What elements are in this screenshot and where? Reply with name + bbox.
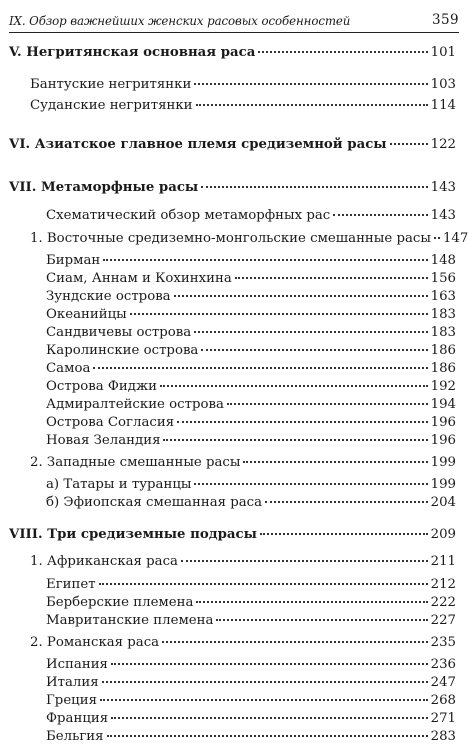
toc-entry-page: 212 xyxy=(430,577,456,592)
toc-entry-title: Самоа xyxy=(46,361,91,376)
toc-entry-title: Суданские негритянки xyxy=(30,98,193,113)
toc-entry-page: 143 xyxy=(430,208,456,223)
toc-entry xyxy=(46,710,456,728)
toc-entry-title: VII. Метаморфные расы xyxy=(9,180,199,195)
toc-entry-page: 186 xyxy=(430,361,456,376)
dot-leader xyxy=(243,461,427,463)
toc-entry-page: 235 xyxy=(430,635,456,650)
toc-entry-page: 196 xyxy=(430,433,456,448)
toc-entry-title: Новая Зеландия xyxy=(46,433,161,448)
dot-leader xyxy=(177,421,428,423)
dot-leader xyxy=(227,403,428,405)
toc-entry-page: 211 xyxy=(430,554,456,569)
toc-entry-title: 1. Африканская раса xyxy=(30,554,178,569)
toc-entry-title: б) Эфиопская смешанная раса xyxy=(46,495,263,510)
dot-leader xyxy=(390,143,428,145)
toc-entry-title: VIII. Три средиземные подрасы xyxy=(9,527,257,542)
toc-entry-page: 186 xyxy=(430,343,456,358)
toc-entry-page: 122 xyxy=(430,137,456,152)
dot-leader xyxy=(216,619,427,621)
toc-entry-title: Каролинские острова xyxy=(46,343,199,358)
toc-entry-page: 236 xyxy=(430,657,456,672)
toc-entry-page: 148 xyxy=(430,253,456,268)
toc-entry xyxy=(30,634,456,652)
toc-entry xyxy=(46,476,456,494)
dot-leader xyxy=(99,583,428,585)
toc-entry xyxy=(9,526,456,544)
toc-entry xyxy=(46,306,456,324)
dot-leader xyxy=(258,51,427,53)
toc-entry xyxy=(46,324,456,342)
toc-entry-title: Греция xyxy=(46,693,97,708)
toc-entry xyxy=(9,44,456,62)
toc-entry-title: 2. Романская раса xyxy=(30,635,160,650)
toc-entry-page: 204 xyxy=(430,495,456,510)
toc-entry-title: Сандвичевы острова xyxy=(46,325,192,340)
toc-entry-page: 199 xyxy=(430,455,456,470)
toc-entry xyxy=(46,288,456,306)
toc-entry-title: Схематический обзор метаморфных рас xyxy=(46,208,331,223)
dot-leader xyxy=(196,104,428,106)
toc-entry xyxy=(46,494,456,512)
toc-entry-page: 101 xyxy=(430,45,456,60)
toc-entry-title: а) Татары и туранцы xyxy=(46,477,192,492)
toc-entry-title: Франция xyxy=(46,711,109,726)
toc-entry-page: 143 xyxy=(430,180,456,195)
dot-leader xyxy=(260,533,428,535)
toc-entry-title: Океанийцы xyxy=(46,307,127,322)
toc-entry xyxy=(46,432,456,450)
dot-leader xyxy=(111,663,428,665)
dot-leader xyxy=(102,681,428,683)
toc-entry-page: 268 xyxy=(430,693,456,708)
dot-leader xyxy=(93,367,427,369)
dot-leader xyxy=(201,349,427,351)
toc-entry-title: Сиам, Аннам и Кохинхина xyxy=(46,271,232,286)
running-header-title: IX. Обзор важнейших женских расовых особенностей xyxy=(9,14,351,28)
running-header xyxy=(9,6,459,33)
toc-entry-title: Мавританские племена xyxy=(46,613,214,628)
toc-entry-page: 199 xyxy=(430,477,456,492)
toc-entry-page: 183 xyxy=(430,325,456,340)
dot-leader xyxy=(181,560,428,562)
toc-entry-page: 222 xyxy=(430,595,456,610)
toc-entry xyxy=(46,342,456,360)
toc-entry xyxy=(46,594,456,612)
toc-entry-page: 114 xyxy=(430,98,456,113)
toc-entry-title: Бирман xyxy=(46,253,101,268)
toc-entry-page: 194 xyxy=(430,397,456,412)
dot-leader xyxy=(163,439,427,441)
dot-leader xyxy=(103,259,427,261)
dot-leader xyxy=(265,501,428,503)
toc-entry-page: 247 xyxy=(430,675,456,690)
dot-leader xyxy=(100,699,428,701)
toc-entry-title: Берберские племена xyxy=(46,595,194,610)
dot-leader xyxy=(235,277,428,279)
toc-entry xyxy=(46,576,456,594)
toc-entry-page: 103 xyxy=(430,77,456,92)
toc-entry-page: 147 xyxy=(442,231,468,246)
toc-entry xyxy=(46,396,456,414)
page-number: 359 xyxy=(432,12,459,28)
dot-leader xyxy=(333,214,427,216)
dot-leader xyxy=(160,385,428,387)
toc-entry xyxy=(30,454,456,472)
toc-entry xyxy=(30,97,456,115)
dot-leader xyxy=(201,186,427,188)
toc-entry xyxy=(46,692,456,710)
toc-entry xyxy=(9,136,456,154)
toc-entry xyxy=(46,270,456,288)
toc-entry xyxy=(46,378,456,396)
toc-entry-page: 163 xyxy=(430,289,456,304)
toc-entry-page: 271 xyxy=(430,711,456,726)
toc-entry-title: 2. Западные смешанные расы xyxy=(30,455,241,470)
toc-entry-title: V. Негритянская основная раса xyxy=(9,45,256,60)
toc-entry-title: Бантуские негритянки xyxy=(30,77,192,92)
toc-entry-title: Адмиралтейские острова xyxy=(46,397,224,412)
toc-entry-page: 283 xyxy=(430,729,456,744)
toc-entry-page: 209 xyxy=(430,527,456,542)
toc-entry xyxy=(30,553,456,571)
toc-entry-page: 227 xyxy=(430,613,456,628)
dot-leader xyxy=(194,483,427,485)
toc-entry-title: 1. Восточные средиземно-монгольские смешанные расы xyxy=(30,231,431,246)
dot-leader xyxy=(194,331,427,333)
toc-entry-title: Острова Согласия xyxy=(46,415,175,430)
toc-entry-title: Бельгия xyxy=(46,729,104,744)
toc-entry xyxy=(46,414,456,432)
dot-leader xyxy=(130,313,428,315)
dot-leader xyxy=(194,83,427,85)
toc-entry xyxy=(46,728,456,746)
dot-leader xyxy=(107,735,428,737)
toc-entry xyxy=(46,674,456,692)
toc-entry-page: 196 xyxy=(430,415,456,430)
dot-leader xyxy=(111,717,427,719)
toc-entry-title: VI. Азиатское главное племя средиземной расы xyxy=(9,137,387,152)
toc-entry-page: 156 xyxy=(430,271,456,286)
toc-entry-page: 192 xyxy=(430,379,456,394)
toc-entry xyxy=(46,360,456,378)
toc-entry xyxy=(46,252,456,270)
toc-entry-title: Острова Фиджи xyxy=(46,379,158,394)
dot-leader xyxy=(196,601,427,603)
toc-entry-page: 183 xyxy=(430,307,456,322)
toc-entry xyxy=(30,230,468,248)
toc-entry-title: Италия xyxy=(46,675,99,690)
toc-entry-title: Испания xyxy=(46,657,108,672)
dot-leader xyxy=(434,237,440,239)
toc-entry xyxy=(46,207,456,225)
toc-entry xyxy=(46,656,456,674)
toc-entry xyxy=(46,612,456,630)
toc-entry xyxy=(9,179,456,197)
toc-entry xyxy=(30,76,456,94)
dot-leader xyxy=(162,641,427,643)
toc-entry-title: Египет xyxy=(46,577,96,592)
dot-leader xyxy=(174,295,428,297)
toc-entry-title: Зундские острова xyxy=(46,289,171,304)
